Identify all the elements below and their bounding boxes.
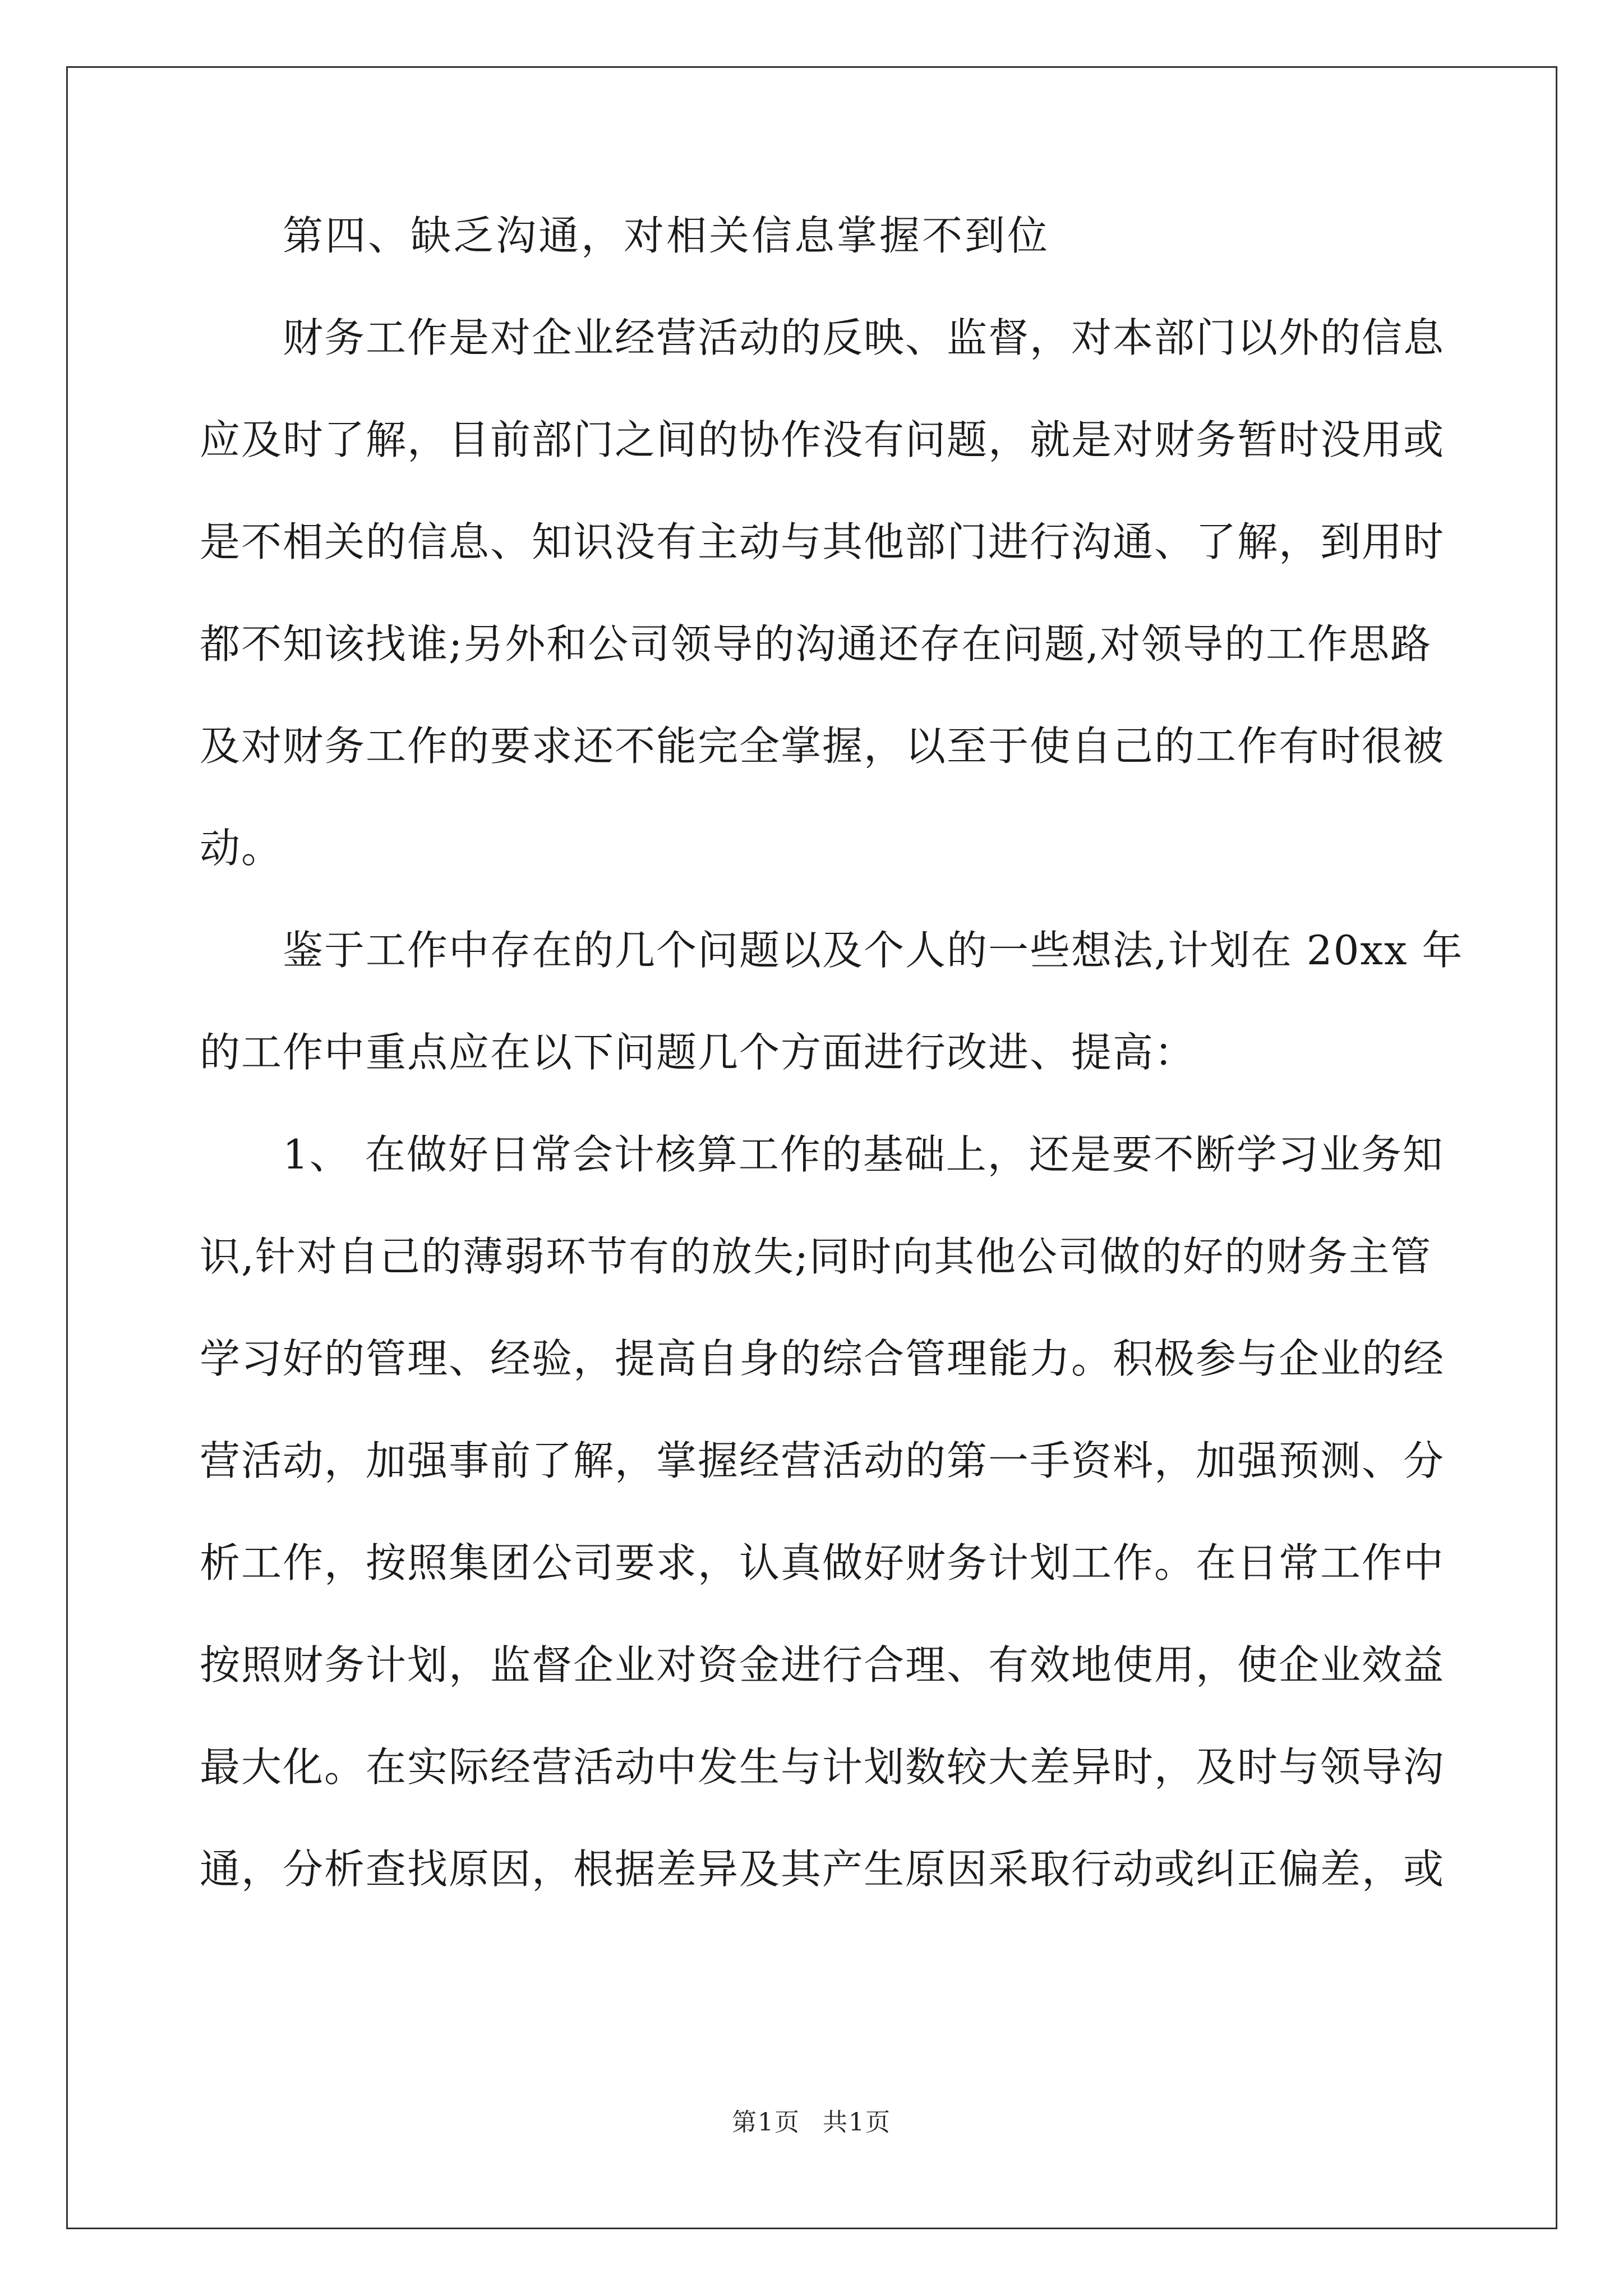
paragraph-1-line-3: 是不相关的信息、知识没有主动与其他部门进行沟通、了解，到用时 — [200, 518, 1445, 565]
paragraph-1-line-1: 财务工作是对企业经营活动的反映、监督，对本部门以外的信息 — [283, 314, 1445, 361]
paragraph-3-line-1: 1、 在做好日常会计核算工作的基础上，还是要不断学习业务知 — [283, 1131, 1444, 1178]
paragraph-3-line-7: 最大化。在实际经营活动中发生与计划数较大差异时，及时与领导沟 — [200, 1743, 1445, 1791]
paragraph-3-line-8: 通，分析查找原因，根据差异及其产生原因采取行动或纠正偏差，或 — [200, 1846, 1445, 1893]
page-total: 共1页 — [823, 2108, 891, 2137]
page-footer — [0, 2107, 1623, 2138]
paragraph-3-line-3: 学习好的管理、经验，提高自身的综合管理能力。积极参与企业的经 — [200, 1335, 1445, 1382]
paragraph-1-line-5: 及对财务工作的要求还不能完全掌握，以至于使自己的工作有时很被 — [200, 723, 1445, 770]
paragraph-2-line-1: 鉴于工作中存在的几个问题以及个人的一些想法,计划在 20xx 年 — [283, 927, 1464, 974]
paragraph-2-line-2: 的工作中重点应在以下问题几个方面进行改进、提高： — [200, 1029, 1196, 1076]
paragraph-3-line-4: 营活动，加强事前了解，掌握经营活动的第一手资料，加强预测、分 — [200, 1437, 1445, 1484]
page-number: 第1页 — [732, 2108, 800, 2137]
paragraph-3-line-6: 按照财务计划，监督企业对资金进行合理、有效地使用，使企业效益 — [200, 1641, 1445, 1688]
paragraph-1-line-6: 动。 — [200, 825, 283, 872]
paragraph-1-line-2: 应及时了解，目前部门之间的协作没有问题，就是对财务暂时没用或 — [200, 416, 1445, 463]
section-heading: 第四、缺乏沟通，对相关信息掌握不到位 — [283, 212, 1050, 259]
paragraph-3-line-5: 析工作，按照集团公司要求，认真做好财务计划工作。在日常工作中 — [200, 1539, 1445, 1586]
paragraph-3-line-2: 识,针对自己的薄弱环节有的放失;同时向其他公司做的好的财务主管 — [200, 1233, 1432, 1280]
paragraph-1-line-4: 都不知该找谁;另外和公司领导的沟通还存在问题,对领导的工作思路 — [200, 620, 1432, 668]
